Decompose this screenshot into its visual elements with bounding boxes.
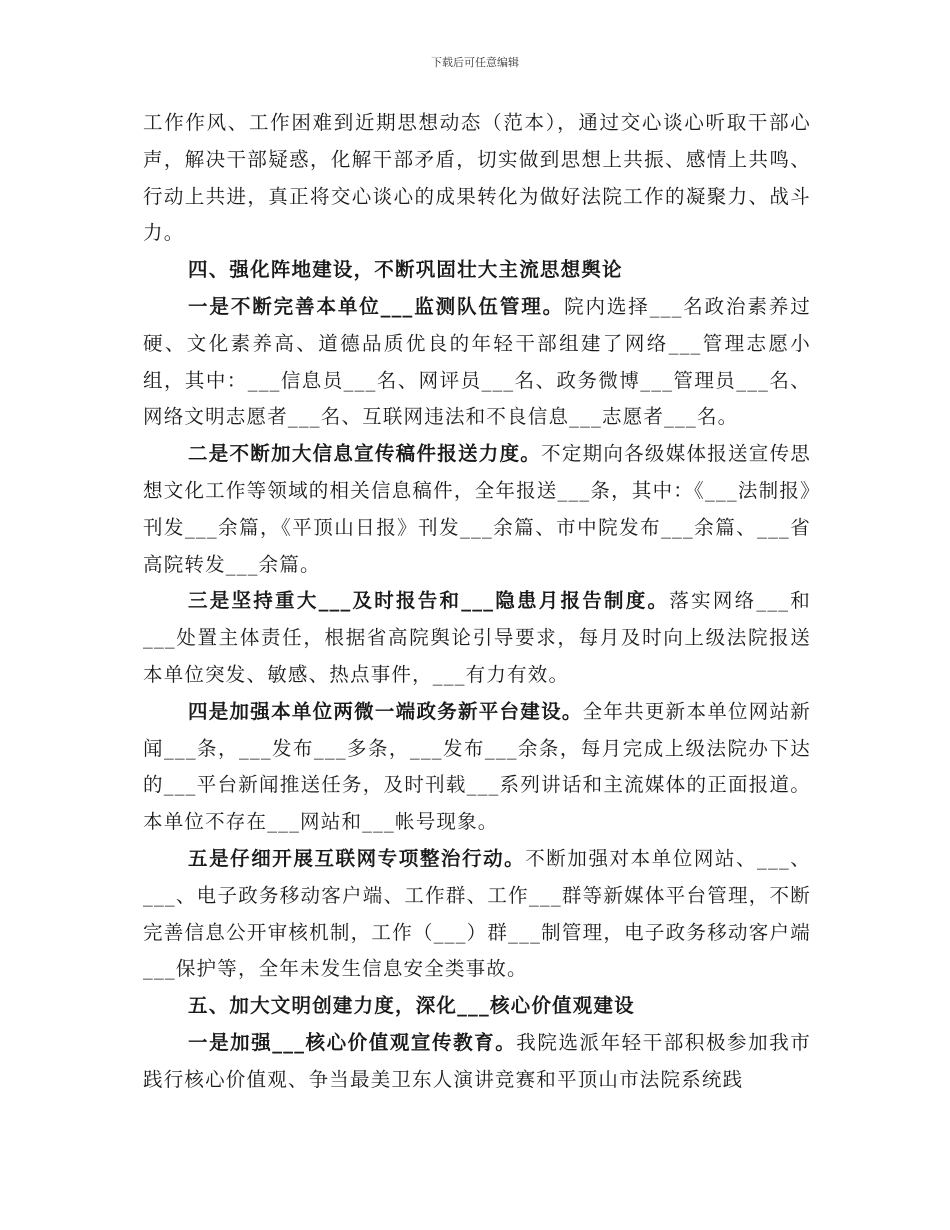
paragraph-3-lead: 二是不断加大信息宣传稿件报送力度。 xyxy=(188,442,542,466)
page-header: 下载后可任意编辑 xyxy=(431,56,519,69)
paragraph-3 xyxy=(143,436,811,583)
paragraph-2 xyxy=(143,289,811,436)
section-heading-5: 五、加大文明创建力度，深化___核心价值观建设 xyxy=(188,994,635,1018)
paragraph-7-body: 我院选派年轻干部积极参加我市践行核心价值观、争当最美卫东人演讲竞赛和平顶山市法院系统践 xyxy=(143,1030,811,1091)
paragraph-7-lead: 一是加强___核心价值观宣传教育。 xyxy=(188,1030,517,1054)
paragraph-2-body: 院内选择___名政治素养过硬、文化素养高、道德品质优良的年轻干部组建了网络___管理志愿小组，其中：___信息员___名、网评员___名、政务微博___管理员___名、网络文明志愿者___名、互联网违法和不良信息___志愿者___名。 xyxy=(143,294,811,429)
paragraph-5-lead: 四是加强本单位两微一端政务新平台建设。 xyxy=(188,699,583,723)
paragraph-6 xyxy=(143,841,811,988)
paragraph-5 xyxy=(143,694,811,841)
paragraph-2-lead: 一是不断完善本单位___监测队伍管理。 xyxy=(188,294,565,318)
paragraph-6-lead: 五是仔细开展互联网专项整治行动。 xyxy=(188,846,526,870)
section-heading-4: 四、强化阵地建设，不断巩固壮大主流思想舆论 xyxy=(188,258,623,282)
paragraph-4 xyxy=(143,583,811,693)
paragraph-1: 工作作风、工作困难到近期思想动态（范本），通过交心谈心听取干部心声，解决干部疑惑，化解干部矛盾，切实做到思想上共振、感情上共鸣、行动上共进，真正将交心谈心的成果转化为做好法院工作的凝聚力、战斗力。 xyxy=(143,111,811,245)
paragraph-4-lead: 三是坚持重大___及时报告和___隐患月报告制度。 xyxy=(188,589,670,613)
paragraph-5-body: 全年共更新本单位网站新闻___条，___发布___多条，___发布___余条，每月完成上级法院办下达的___平台新闻推送任务，及时刊载___系列讲话和主流媒体的正面报道。本单位不存在___网站和___帐号现象。 xyxy=(143,699,811,834)
paragraph-7 xyxy=(143,1025,811,1099)
paragraph-4-body: 落实网络___和___处置主体责任，根据省高院舆论引导要求，每月及时向上级法院报送本单位突发、敏感、热点事件，___有力有效。 xyxy=(143,589,811,686)
paragraph-6-body: 不断加强对本单位网站、___、___、电子政务移动客户端、工作群、工作___群等新媒体平台管理，不断完善信息公开审核机制，工作（___）群___制管理，电子政务移动客户端___保护等，全年未发生信息安全类事故。 xyxy=(143,846,811,981)
paragraph-3-body: 不定期向各级媒体报送宣传思想文化工作等领域的相关信息稿件，全年报送___条，其中：《___法制报》刊发___余篇，《平顶山日报》刊发___余篇、市中院发布___余篇、___省高院转发___余篇。 xyxy=(143,442,811,576)
document-body xyxy=(143,105,811,1099)
